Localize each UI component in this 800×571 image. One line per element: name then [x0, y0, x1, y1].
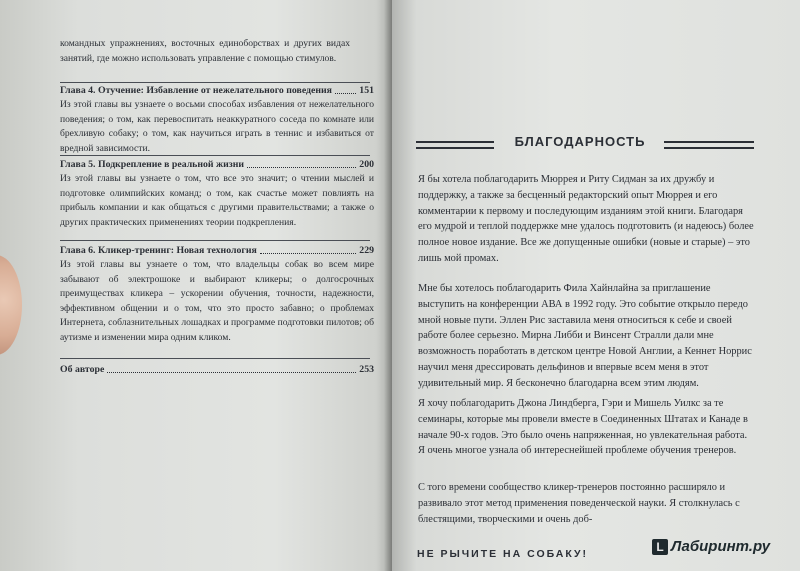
watermark-text: Лабиринт.ру: [671, 538, 771, 555]
header-rule-left: [416, 141, 494, 143]
toc-chapter-heading: [60, 244, 374, 258]
paragraph: [418, 480, 754, 527]
running-footer: НЕ РЫЧИТЕ НА СОБАКУ!: [417, 548, 589, 560]
toc-chapter-5: [60, 158, 374, 230]
finger-holding-page: [0, 255, 22, 355]
paragraph: [418, 281, 754, 392]
toc-leader-dots: [107, 363, 356, 373]
paragraph-text: С того времени сообщество кликер-тренеров постоянно расширяло и развивало этот метод применения поведенческой науки. Я столкнулась с блестящими, творческими и очень доб-: [418, 482, 740, 525]
toc-chapter-title: Глава 4. Отучение: Избавление от нежелательного поведения: [60, 85, 332, 96]
toc-leader-dots: [260, 244, 357, 254]
toc-page-number: 200: [359, 159, 374, 170]
toc-page-number: 229: [359, 245, 374, 256]
section-title: БЛАГОДАРНОСТЬ: [514, 134, 646, 149]
toc-chapter-description: Из этой главы вы узнаете о восьми способах избавления от нежелательного поведения; о том, как перевоспитать неаккуратного соседа по комнате или брехливую собаку; о том, как научиться играть в теннис и избавиться от вредной зависимости.: [60, 99, 374, 154]
paragraph-text: Мне бы хотелось поблагодарить Фила Хайнлайна за приглашение выступить на конференции АВА в 1992 году. Это событие открыло передо мной новые пути. Эллен Рис заставила меня относиться к себе и своей работе более серьезно. Мирна Либби и Винсент Стралли дали мне возможность поработать в детском центре Новой Англии, а Кеннет Норрис научил меня дрессировать дельфинов и впервые всем меня в этот удивительный мир. Я бесконечно благодарна всем этим людям.: [418, 283, 752, 389]
toc-chapter-title: Глава 6. Кликер-тренинг: Новая технология: [60, 245, 257, 256]
paragraph: [418, 396, 754, 459]
toc-chapter-6: [60, 244, 374, 346]
labirint-logo-icon: L: [652, 539, 668, 555]
toc-divider: [60, 358, 370, 359]
toc-chapter-4: [60, 84, 374, 156]
toc-continuation: командных упражнениях, восточных единоборствах и других видах занятий, где можно использовать управление с помощью стимулов.: [60, 38, 350, 64]
toc-about-author: [60, 363, 374, 377]
left-page: [0, 0, 392, 571]
toc-chapter-heading: [60, 84, 374, 98]
toc-about-heading: [60, 363, 374, 377]
toc-leader-dots: [247, 158, 356, 168]
toc-page-number: 253: [359, 364, 374, 375]
toc-divider: [60, 155, 370, 156]
toc-page-number: 151: [359, 85, 374, 96]
toc-divider: [60, 240, 370, 241]
toc-chapter-description: Из этой главы вы узнаете о том, что все это значит; о чтении мыслей и подготовке олимпийских команд; о том, как счастье может повлиять на прибыль компании и как общаться с другими правительствами; а также о других практических применениях теории подкрепления.: [60, 173, 374, 228]
toc-chapter-heading: [60, 158, 374, 172]
header-rule-right: [664, 147, 754, 149]
toc-about-title: Об авторе: [60, 364, 105, 375]
paragraph: [418, 172, 754, 267]
header-rule-left: [416, 147, 494, 149]
toc-chapter-title: Глава 5. Подкрепление в реальной жизни: [60, 159, 244, 170]
watermark-logo: [652, 538, 770, 555]
header-rule-right: [664, 141, 754, 143]
paragraph-text: Я бы хотела поблагодарить Мюррея и Риту Сидман за их дружбу и поддержку, а также за бесценный редакторский опыт Мюррея и его комментарии к первому и последующим изданиям этой книги. Благодаря его мудрой и теплой поддержке мне удалось подготовить (и надеюсь) более полное новое издание. Все же допущенные ошибки (новые и старые) – это лишь мой промах.: [418, 174, 754, 264]
paragraph-text: Я хочу поблагодарить Джона Линдберга, Гэри и Мишель Уилкс за те семинары, которые мы провели вместе в Соединенных Штатах и Канаде в начале 90-х годов. Это было очень напряженная, но увлекательная работа. Я очень многое узнала об интереснейшей проблеме обучения тренеров.: [418, 398, 748, 457]
toc-divider: [60, 82, 370, 83]
toc-chapter-description: Из этой главы вы узнаете о том, что владельцы собак во всем мире забывают об электрошоке и выбирают кликеры; о долгосрочных преимуществах кликера – ускорении обучения, точности, надежности, эффективном общении и о том, что это просто забавно; о проблемах Интернета, соблазнительных лошадках и программе подготовки пилотов; об аутизме и изменении мира одним кликом.: [60, 259, 374, 343]
toc-leader-dots: [335, 84, 356, 94]
